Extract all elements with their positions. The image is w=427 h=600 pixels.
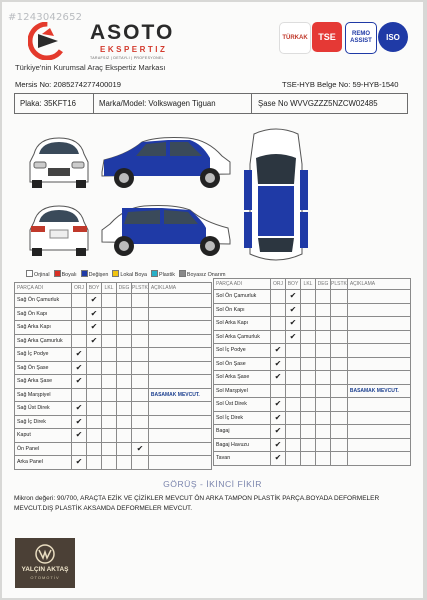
column-header: ORJ: [271, 279, 286, 290]
status-cell: [87, 321, 102, 335]
checkmark-icon: ✔: [289, 318, 297, 328]
status-cell: [132, 294, 149, 308]
table-row: [214, 357, 411, 371]
status-cell: [316, 452, 331, 466]
dealer-emblem-icon: [15, 538, 75, 588]
status-cell: [102, 442, 117, 456]
part-name: Arka Panel: [15, 456, 72, 470]
status-cell: [271, 290, 286, 304]
checkmark-icon: ✔: [289, 331, 297, 341]
status-cell: [102, 429, 117, 443]
part-note: [148, 456, 211, 470]
legend-label: Lokal Boya: [120, 272, 148, 278]
column-header: AÇIKLAMA: [148, 283, 211, 294]
status-cell: [117, 321, 132, 335]
legend-swatch: [54, 270, 61, 277]
table-header-row: [214, 279, 411, 290]
status-cell: [72, 375, 87, 389]
legend-item: [54, 270, 77, 278]
status-cell: [87, 348, 102, 362]
part-note: [148, 402, 211, 416]
status-cell: [286, 425, 301, 439]
status-cell: [117, 334, 132, 348]
status-cell: [301, 411, 316, 425]
table-row: [15, 321, 212, 335]
part-note: [347, 344, 410, 358]
status-cell: [132, 388, 149, 402]
part-name: Bagaj Havuzu: [214, 438, 271, 452]
status-cell: [316, 344, 331, 358]
legend-swatch: [112, 270, 119, 277]
part-name: Sol Arka Şase: [214, 371, 271, 385]
status-cell: [271, 411, 286, 425]
part-name: Ön Panel: [15, 442, 72, 456]
status-cell: [102, 415, 117, 429]
status-cell: [301, 425, 316, 439]
table-row: [214, 344, 411, 358]
status-cell: [286, 452, 301, 466]
car-right-side-view: [98, 134, 234, 190]
left-parts-table: [14, 282, 212, 470]
checkmark-icon: ✔: [90, 308, 98, 318]
table-header-row: [15, 283, 212, 294]
status-cell: [102, 456, 117, 470]
status-cell: [102, 294, 117, 308]
iso-cert-icon: ISO: [378, 22, 408, 52]
table-row: [214, 384, 411, 398]
part-note: [148, 334, 211, 348]
part-note: [347, 411, 410, 425]
table-row: [15, 456, 212, 470]
part-name: Sağ Arka Kapı: [15, 321, 72, 335]
status-cell: [331, 303, 348, 317]
status-cell: [132, 456, 149, 470]
status-cell: [271, 438, 286, 452]
status-cell: [117, 456, 132, 470]
status-cell: [331, 317, 348, 331]
verdict-title: GÖRÜŞ - İKİNCİ FİKİR: [163, 479, 262, 489]
status-cell: [271, 303, 286, 317]
status-cell: [132, 375, 149, 389]
column-header: PARÇA ADI: [214, 279, 271, 290]
make-model: Marka/Model: Volkswagen Tiguan: [99, 99, 216, 108]
part-note: [148, 429, 211, 443]
status-cell: [72, 294, 87, 308]
column-header: AÇIKLAMA: [347, 279, 410, 290]
part-name: Sağ İç Direk: [15, 415, 72, 429]
status-cell: [72, 321, 87, 335]
column-header: DEG: [117, 283, 132, 294]
part-note: BASAMAK MEVCUT.: [148, 388, 211, 402]
status-cell: [331, 330, 348, 344]
status-cell: [301, 438, 316, 452]
status-cell: [316, 425, 331, 439]
status-cell: [301, 330, 316, 344]
part-note: [347, 371, 410, 385]
part-note: [148, 361, 211, 375]
company-subtitle: Türkiye'nin Kurumsal Araç Ekspertiz Markası: [15, 63, 166, 72]
status-cell: [316, 303, 331, 317]
part-note: [148, 415, 211, 429]
checkmark-icon: ✔: [274, 453, 282, 463]
checkmark-icon: ✔: [274, 399, 282, 409]
status-cell: [316, 384, 331, 398]
table-row: [214, 290, 411, 304]
dealer-sub: OTOMOTİV: [30, 575, 60, 580]
part-name: Tavan: [214, 452, 271, 466]
status-cell: [117, 388, 132, 402]
brand-subtitle: EKSPERTIZ: [100, 45, 168, 54]
legend-item: [81, 270, 109, 278]
status-cell: [87, 388, 102, 402]
part-name: Sağ Arka Şase: [15, 375, 72, 389]
status-cell: [286, 330, 301, 344]
listing-watermark: #1243042652: [8, 12, 83, 23]
status-cell: [301, 303, 316, 317]
status-cell: [132, 307, 149, 321]
column-header: BOY: [286, 279, 301, 290]
legend-item: [26, 270, 50, 278]
status-cell: [316, 371, 331, 385]
part-name: Sağ Üst Direk: [15, 402, 72, 416]
brand-tagline: TARAFSIZ | DETAYLI | PROFESYONEL: [90, 56, 164, 60]
status-cell: [301, 371, 316, 385]
part-note: [347, 357, 410, 371]
legend-item: [112, 270, 147, 278]
table-row: [15, 388, 212, 402]
status-cell: [331, 371, 348, 385]
status-cell: [132, 321, 149, 335]
status-cell: [132, 348, 149, 362]
legend-label: Boyalı: [61, 272, 77, 278]
status-cell: [117, 375, 132, 389]
mersis-number: Mersis No: 2085274277400019: [15, 80, 121, 89]
status-cell: [271, 357, 286, 371]
table-row: [214, 330, 411, 344]
status-cell: [271, 384, 286, 398]
turkak-cert-icon: TÜRKAK: [279, 22, 311, 54]
column-header: BOY: [87, 283, 102, 294]
status-cell: [331, 398, 348, 412]
table-row: [15, 415, 212, 429]
status-cell: [102, 307, 117, 321]
status-cell: [271, 317, 286, 331]
checkmark-icon: ✔: [274, 412, 282, 422]
status-cell: [72, 307, 87, 321]
status-cell: [102, 348, 117, 362]
part-name: Sol Üst Direk: [214, 398, 271, 412]
part-name: Sol Arka Çamurluk: [214, 330, 271, 344]
status-cell: [132, 429, 149, 443]
status-cell: [102, 321, 117, 335]
checkmark-icon: ✔: [75, 403, 83, 413]
tse-cert-icon: TSE: [312, 22, 342, 52]
part-note: [347, 303, 410, 317]
column-header: PLSTK: [132, 283, 149, 294]
brand-name: ASOTO: [90, 21, 175, 44]
car-front-view: [26, 132, 92, 190]
status-cell: [331, 384, 348, 398]
part-note: [148, 307, 211, 321]
part-name: Sol Ön Şase: [214, 357, 271, 371]
column-header: LKL: [102, 283, 117, 294]
status-cell: [286, 411, 301, 425]
chassis-number: Şase No WVVGZZZ5NZCW02485: [258, 99, 378, 108]
status-cell: [286, 398, 301, 412]
status-cell: [301, 317, 316, 331]
expertise-report: [2, 2, 423, 598]
status-cell: [331, 290, 348, 304]
legend-item: [179, 270, 226, 278]
checkmark-icon: ✔: [289, 304, 297, 314]
status-cell: [102, 361, 117, 375]
status-cell: [301, 344, 316, 358]
table-row: [15, 375, 212, 389]
status-cell: [331, 452, 348, 466]
status-cell: [286, 438, 301, 452]
part-name: Sol İç Podye: [214, 344, 271, 358]
table-row: [214, 398, 411, 412]
legend-swatch: [26, 270, 33, 277]
column-header: DEG: [316, 279, 331, 290]
status-cell: [87, 442, 102, 456]
checkmark-icon: ✔: [90, 335, 98, 345]
column-header: ORJ: [72, 283, 87, 294]
status-cell: [102, 388, 117, 402]
checkmark-icon: ✔: [75, 349, 83, 359]
car-rear-view: [26, 200, 92, 258]
status-cell: [72, 429, 87, 443]
status-cell: [102, 402, 117, 416]
table-row: [214, 438, 411, 452]
status-cell: [87, 429, 102, 443]
status-cell: [316, 398, 331, 412]
table-row: [15, 334, 212, 348]
vehicle-info-row: [14, 93, 408, 114]
part-name: Sol Ön Kapı: [214, 303, 271, 317]
status-cell: [87, 361, 102, 375]
table-row: [15, 429, 212, 443]
status-cell: [301, 290, 316, 304]
status-cell: [286, 303, 301, 317]
checkmark-icon: ✔: [274, 358, 282, 368]
status-cell: [72, 361, 87, 375]
table-row: [214, 317, 411, 331]
part-name: Sol Marşpiyel: [214, 384, 271, 398]
checkmark-icon: ✔: [90, 322, 98, 332]
status-cell: [271, 371, 286, 385]
part-note: [347, 317, 410, 331]
part-note: BASAMAK MEVCUT.: [347, 384, 410, 398]
status-cell: [87, 375, 102, 389]
status-cell: [132, 415, 149, 429]
status-cell: [331, 438, 348, 452]
legend-swatch: [151, 270, 158, 277]
tse-belge-number: TSE-HYB Belge No: 59-HYB-1540: [282, 80, 399, 89]
status-cell: [331, 425, 348, 439]
status-cell: [271, 330, 286, 344]
table-row: [214, 371, 411, 385]
car-left-side-view: [98, 202, 234, 258]
status-cell: [271, 425, 286, 439]
status-cell: [72, 415, 87, 429]
status-cell: [316, 411, 331, 425]
table-row: [214, 425, 411, 439]
plate-number: Plaka: 35KFT16: [20, 99, 76, 108]
part-note: [347, 290, 410, 304]
status-cell: [87, 415, 102, 429]
part-name: Sağ Ön Şase: [15, 361, 72, 375]
legend-swatch: [179, 270, 186, 277]
table-row: [15, 402, 212, 416]
status-cell: [72, 442, 87, 456]
status-cell: [271, 398, 286, 412]
status-cell: [87, 402, 102, 416]
status-cell: [72, 388, 87, 402]
dealer-name: YALÇIN AKTAŞ: [21, 566, 69, 573]
status-cell: [117, 429, 132, 443]
status-cell: [132, 361, 149, 375]
status-cell: [102, 334, 117, 348]
checkmark-icon: ✔: [90, 295, 98, 305]
checkmark-icon: ✔: [75, 430, 83, 440]
status-cell: [271, 452, 286, 466]
table-row: [15, 361, 212, 375]
column-header: LKL: [301, 279, 316, 290]
table-row: [15, 307, 212, 321]
part-name: Sağ İç Podye: [15, 348, 72, 362]
part-note: [347, 452, 410, 466]
status-cell: [301, 398, 316, 412]
checkmark-icon: ✔: [75, 362, 83, 372]
status-cell: [132, 402, 149, 416]
car-top-view: [244, 124, 308, 268]
status-cell: [286, 317, 301, 331]
status-cell: [72, 402, 87, 416]
status-cell: [286, 290, 301, 304]
part-name: Sol Ön Çamurluk: [214, 290, 271, 304]
table-row: [214, 411, 411, 425]
checkmark-icon: ✔: [75, 416, 83, 426]
column-header: PARÇA ADI: [15, 283, 72, 294]
legend-label: Plastik: [159, 272, 175, 278]
status-cell: [87, 456, 102, 470]
remo-assist-cert-icon: REMO ASSIST: [345, 22, 377, 54]
status-cell: [117, 415, 132, 429]
status-cell: [301, 384, 316, 398]
legend-swatch: [81, 270, 88, 277]
status-cell: [72, 334, 87, 348]
checkmark-icon: ✔: [274, 345, 282, 355]
part-name: Sağ Ön Çamurluk: [15, 294, 72, 308]
part-name: Sol İç Direk: [214, 411, 271, 425]
status-cell: [316, 357, 331, 371]
status-cell: [72, 348, 87, 362]
status-cell: [301, 452, 316, 466]
status-cell: [72, 456, 87, 470]
right-parts-table: [213, 278, 411, 466]
status-cell: [132, 334, 149, 348]
status-cell: [117, 348, 132, 362]
table-row: [15, 294, 212, 308]
dealer-logo: [15, 538, 75, 588]
checkmark-icon: ✔: [75, 457, 83, 467]
status-cell: [316, 438, 331, 452]
status-cell: [271, 344, 286, 358]
table-row: [214, 303, 411, 317]
status-cell: [316, 290, 331, 304]
part-name: Kaput: [15, 429, 72, 443]
part-note: [347, 398, 410, 412]
part-note: [148, 321, 211, 335]
status-cell: [87, 334, 102, 348]
part-note: [148, 294, 211, 308]
status-cell: [102, 375, 117, 389]
status-cell: [87, 294, 102, 308]
checkmark-icon: ✔: [289, 291, 297, 301]
part-name: Sağ Arka Çamurluk: [15, 334, 72, 348]
part-note: [148, 348, 211, 362]
status-cell: [316, 330, 331, 344]
checkmark-icon: ✔: [274, 372, 282, 382]
part-note: [347, 330, 410, 344]
part-note: [347, 438, 410, 452]
part-note: [148, 442, 211, 456]
part-name: Sağ Ön Kapı: [15, 307, 72, 321]
status-cell: [117, 294, 132, 308]
status-cell: [316, 317, 331, 331]
color-legend: [26, 270, 226, 278]
status-cell: [301, 357, 316, 371]
checkmark-icon: ✔: [274, 439, 282, 449]
part-name: Sağ Marşpiyel: [15, 388, 72, 402]
micron-remarks: Mikron değeri: 90/700, ARAÇTA EZİK VE ÇİZİKLER MEVCUT ÖN ARKA TAMPON PLASTİK PARÇA.BOYADA DEFORMELER MEVCUT.DIŞ PLASTİK AKSAMDA DEFORMELER MEVCUT.: [14, 495, 380, 512]
table-row: [15, 348, 212, 362]
status-cell: [117, 361, 132, 375]
checkmark-icon: ✔: [274, 426, 282, 436]
table-row: [15, 442, 212, 456]
legend-item: [151, 270, 175, 278]
status-cell: [117, 442, 132, 456]
status-cell: [132, 442, 149, 456]
status-cell: [87, 307, 102, 321]
part-note: [148, 375, 211, 389]
table-row: [214, 452, 411, 466]
status-cell: [331, 357, 348, 371]
status-cell: [331, 344, 348, 358]
column-header: PLSTK: [331, 279, 348, 290]
status-cell: [286, 357, 301, 371]
asoto-logo-icon: [28, 22, 68, 60]
status-cell: [331, 411, 348, 425]
part-name: Sol Arka Kapı: [214, 317, 271, 331]
status-cell: [117, 402, 132, 416]
part-note: [347, 425, 410, 439]
status-cell: [286, 371, 301, 385]
legend-label: Boyasız Onarım: [186, 272, 226, 278]
checkmark-icon: ✔: [136, 443, 144, 453]
status-cell: [117, 307, 132, 321]
legend-label: Orjinal: [34, 272, 50, 278]
status-cell: [286, 384, 301, 398]
part-name: Bagaj: [214, 425, 271, 439]
legend-label: Değişen: [88, 272, 109, 278]
status-cell: [286, 344, 301, 358]
checkmark-icon: ✔: [75, 376, 83, 386]
